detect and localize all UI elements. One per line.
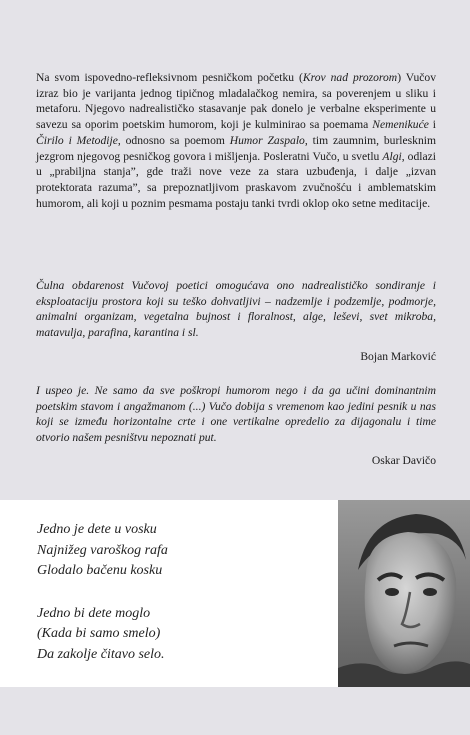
quote-davico: I uspeo je. Ne samo da sve poškropi humorom nego i da ga učini dominantnim poetskim stavom i angažmanom (...) Vučo dobija s vremenom kao jedini pesnik u nas koji se između horizontalne crte i one vertikalne opredelio za dijagonalu i time otvorio našem pesništvu nepoznati put. [36,384,436,445]
intro-part-italic: Krov nad prozorom [302,71,398,84]
author-portrait-photo [338,500,470,687]
poem-line: Jedno bi dete moglo [37,605,151,621]
quote-author-davico: Oskar Davičo [371,454,436,467]
poem-line: Da zakolje čitavo selo. [37,646,165,662]
bottom-margin [0,687,470,735]
intro-part: ) Vučov izraz bio je varijanta jednog tipičnog mladalačkog nemira, sa poverenjem u sliku i metaforu. Njegovo nadrealističko stasavanje pak donelo je verbalne eksperimente u savezu sa oporim poetskim humorom, koji je kulminirao sa poemama [36,71,437,132]
intro-part: , odlazi u „prabiljna stanja”, gde traži nove veze za stara uzbuđenja, i dalje „izvan protektorata razuma”, sa prepoznatljivom praskavom zvučnošću i amblematskim humorom, ali koji u poznim pesmama postaju tanki tvrdi oklop oko setne meditacije. [36,149,436,210]
intro-part-italic: Nemenikuće [372,118,429,132]
quote-markovic: Čulna obdarenost Vučovoj poetici omogućava ono nadrealističko sondiranje i eksploataciju prostora koji su teško dohvatljivi – nadzemlje i podzemlje, podmorje, animalni organizam, vegetalna bujnost i floralnost, alge, leševi, svet mikroba, matavulja, parafina, karantina i sl. [36,279,436,340]
intro-part: , tim zaumnim, burlesknim jezgrom njegovog pesničkog govora i mišljenja. Posleratni Vučo, u svetlu [36,133,437,163]
poem-line: Jedno je dete u vosku [37,522,157,537]
portrait-illustration [338,500,470,687]
intro-part: , odnosno sa poemom [117,133,230,147]
poem-stanza [37,520,317,582]
poem-stanza [37,604,317,666]
intro-part: Na svom ispovedno-refleksivnom pesničkom početku ( [36,71,303,84]
intro-part: i [428,118,436,132]
poem-line: Glodalo bačenu kosku [37,563,163,579]
quote-author-markovic: Bojan Marković [360,350,436,363]
intro-part-italic: Čirilo i Metodije [36,133,118,147]
intro-part-italic: Humor Zaspalo [229,133,305,147]
intro-paragraph [36,70,436,211]
poem [37,520,317,688]
poem-line: Najnižeg varoškog rafa [37,542,168,558]
intro-part-italic: Algi [382,149,402,163]
poem-line: (Kada bi samo smelo) [37,626,161,642]
